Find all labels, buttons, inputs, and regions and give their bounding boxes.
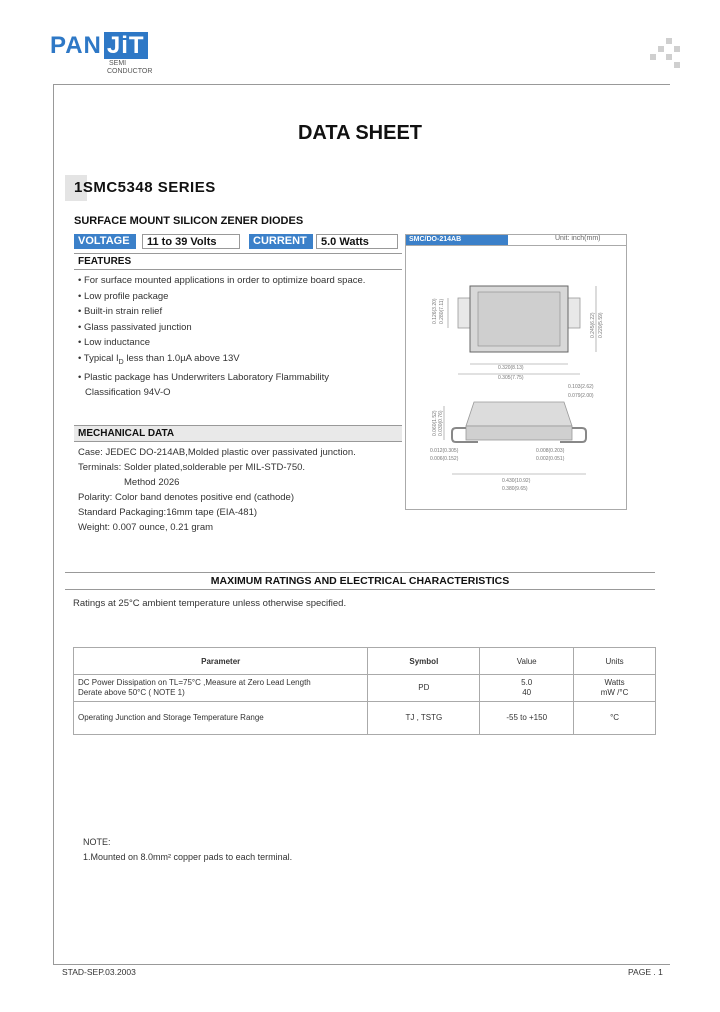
dim-label: 0.002(0.051): [536, 456, 565, 462]
footer-doc-id: STAD-SEP.03.2003: [62, 967, 136, 977]
value-cell: -55 to +150: [480, 702, 574, 735]
dim-label: 0.012(0.305): [430, 448, 459, 454]
product-subtitle: SURFACE MOUNT SILICON ZENER DIODES: [74, 215, 304, 227]
frame-bottom-rule: [53, 964, 670, 965]
logo-subtitle: [107, 60, 152, 76]
mechanical-item: Case: JEDEC DO-214AB,Molded plastic over passivated junction.: [78, 447, 356, 458]
value-cell: [480, 675, 574, 702]
feature-item: • Low inductance: [78, 337, 150, 348]
voltage-label: VOLTAGE: [74, 234, 136, 249]
logo-jit: JiT: [104, 32, 148, 59]
dim-label: 0.030(0.76): [438, 410, 444, 436]
unit-cell: °C: [574, 702, 656, 735]
footer-page: PAGE . 1: [628, 967, 663, 977]
features-heading: FEATURES: [74, 253, 402, 270]
note-heading: NOTE:: [83, 837, 111, 847]
col-value: Value: [480, 648, 574, 675]
param-line: DC Power Dissipation on TL=75°C ,Measure at Zero Lead Length: [78, 678, 311, 687]
voltage-value: 11 to 39 Volts: [142, 234, 240, 249]
feature-item: • Low profile package: [78, 290, 169, 302]
dim-label: 0.126(3.20): [432, 298, 438, 324]
feature-typical-rest: less than 1.0µA above 13V: [123, 352, 240, 364]
series-title: 1SMC5348 SERIES: [74, 179, 216, 196]
max-ratings-rule-top: [65, 572, 655, 573]
logo-sub-conductor: CONDUCTOR: [107, 68, 153, 75]
feature-typical: • Typical I: [78, 352, 119, 364]
col-parameter: Parameter: [74, 648, 368, 675]
page-title: DATA SHEET: [297, 122, 423, 144]
feature-item: • For surface mounted applications in order to optimize board space.: [78, 275, 366, 286]
col-symbol: Symbol: [368, 648, 480, 675]
feature-item: • Plastic package has Underwriters Laboratory Flammability: [78, 371, 329, 383]
dim-label: 0.060(1.52): [432, 410, 438, 436]
dim-label: 0.245(6.22): [590, 312, 596, 338]
package-label: SMC/DO-214AB: [406, 235, 508, 245]
feature-item: Classification 94V-O: [85, 387, 171, 399]
package-drawing-box: [405, 246, 627, 510]
mechanical-item: Polarity: Color band denotes positive end (cathode): [78, 492, 294, 503]
package-drawing: [406, 246, 628, 510]
logo-sub-semi: SEMI: [109, 60, 127, 67]
package-unit: Unit: inch(mm): [555, 235, 601, 242]
dim-label: 0.320(8.13): [498, 365, 524, 371]
table-header-row: [74, 648, 656, 675]
table-row: [74, 675, 656, 702]
features-list: [78, 273, 365, 401]
value-line: 40: [522, 688, 532, 697]
mechanical-item: Weight: 0.007 ounce, 0.21 gram: [78, 522, 214, 533]
feature-typical-sub: D: [118, 358, 124, 366]
mechanical-item: Method 2026: [124, 477, 180, 488]
dim-label: 0.305(7.75): [498, 375, 524, 381]
current-value: 5.0 Watts: [316, 234, 398, 249]
frame-left-rule: [53, 84, 54, 964]
dim-label: 0.006(0.152): [430, 456, 459, 462]
dim-label: 0.380(9.65): [502, 486, 528, 492]
note-item: 1.Mounted on 8.0mm² copper pads to each terminal.: [83, 852, 293, 862]
current-label: CURRENT: [249, 234, 313, 249]
max-ratings-rule-bottom: [65, 589, 655, 590]
ratings-note: Ratings at 25°C ambient temperature unless otherwise specified.: [73, 598, 347, 609]
dim-label: 0.220(5.59): [598, 312, 604, 338]
ratings-table: [73, 647, 656, 735]
dim-label: 0.079(2.00): [568, 393, 594, 399]
mechanical-heading: MECHANICAL DATA: [74, 425, 402, 442]
logo-pan: PAN: [50, 32, 102, 59]
mechanical-item: Terminals: Solder plated,solderable per MIL-STD-750.: [78, 462, 306, 473]
dim-label: 0.103(2.62): [568, 384, 594, 390]
corner-dots-decoration: [650, 38, 680, 68]
param-cell: Operating Junction and Storage Temperature Range: [74, 702, 368, 735]
feature-item: • Glass passivated junction: [78, 321, 192, 333]
value-line: 5.0: [521, 678, 533, 687]
param-cell: [74, 675, 368, 702]
dim-label: 0.430(10.92): [502, 478, 531, 484]
panjit-logo: [50, 32, 148, 60]
symbol-cell: PD: [368, 675, 480, 702]
symbol-cell: TJ , TSTG: [368, 702, 480, 735]
feature-item: [78, 351, 365, 370]
unit-line: mW /°C: [600, 688, 629, 697]
frame-top-rule: [53, 84, 670, 85]
unit-cell: [574, 675, 656, 702]
param-line: Derate above 50°C ( NOTE 1): [78, 688, 185, 697]
max-ratings-heading: MAXIMUM RATINGS AND ELECTRICAL CHARACTERISTICS: [210, 575, 510, 587]
dim-label: 0.280(7.11): [439, 298, 445, 324]
feature-item: • Built-in strain relief: [78, 306, 163, 317]
col-units: Units: [574, 648, 656, 675]
mechanical-list: [78, 445, 356, 535]
table-row: [74, 702, 656, 735]
dim-label: 0.008(0.203): [536, 448, 565, 454]
unit-line: Watts: [604, 678, 625, 687]
mechanical-item: Standard Packaging:16mm tape (EIA-481): [78, 507, 258, 518]
